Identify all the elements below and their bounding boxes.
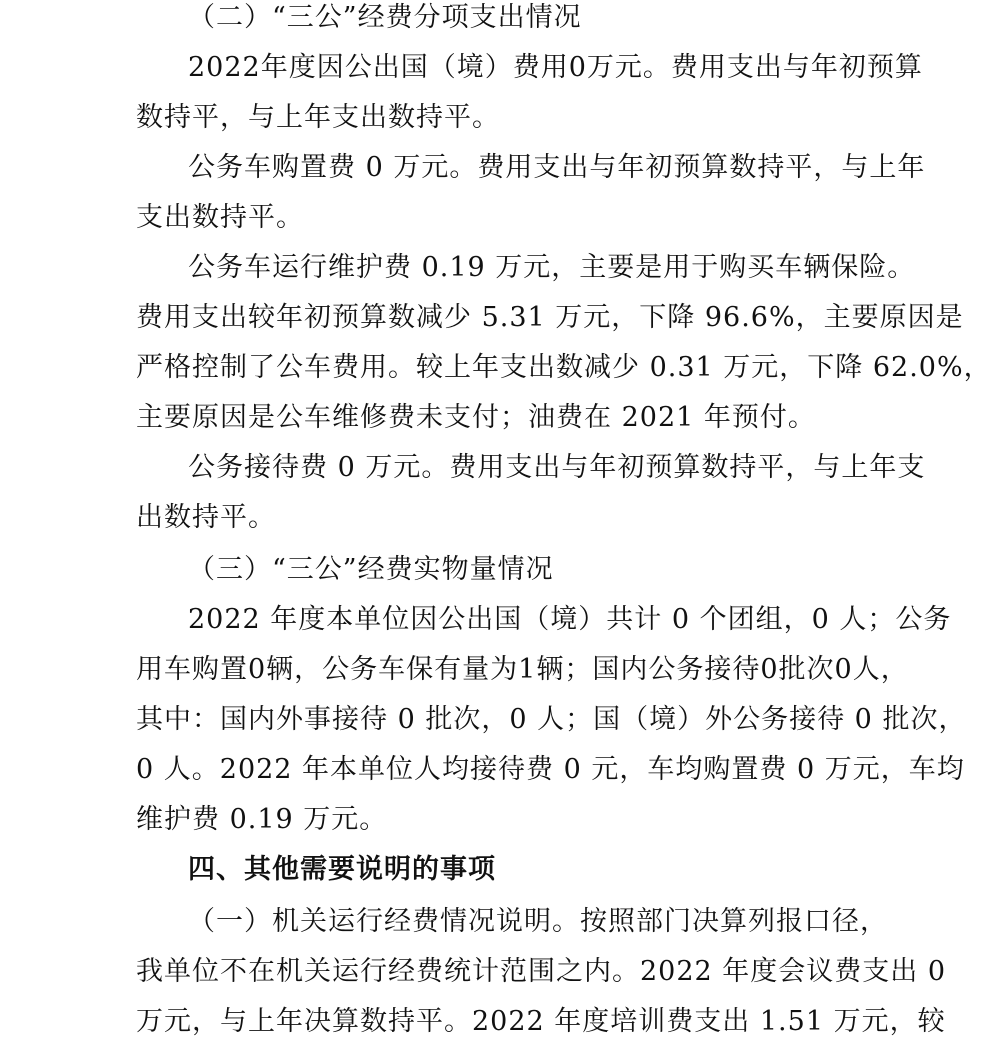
- paragraph-line: 公务车运行维护费 0.19 万元，主要是用于购买车辆保险。: [188, 252, 916, 283]
- paragraph-line: 出数持平。: [136, 502, 276, 533]
- paragraph-line: 其中：国内外事接待 0 批次，0 人；国（境）外公务接待 0 批次，: [136, 704, 967, 735]
- paragraph-line: 数持平，与上年支出数持平。: [136, 102, 500, 133]
- paragraph-line: 2022 年度本单位因公出国（境）共计 0 个团组，0 人；公务: [188, 604, 952, 635]
- subheading-three-public-breakdown: （二）“三公”经费分项支出情况: [188, 2, 582, 33]
- paragraph-line: 公务接待费 0 万元。费用支出与年初预算数持平，与上年支: [188, 452, 926, 483]
- paragraph-line: 0 人。2022 年本单位人均接待费 0 元，车均购置费 0 万元，车均: [136, 754, 965, 785]
- paragraph-line: 主要原因是公车维修费未支付；油费在 2021 年预付。: [136, 402, 816, 433]
- paragraph-line: 支出数持平。: [136, 202, 304, 233]
- paragraph-line: 用车购置0辆，公务车保有量为1辆；国内公务接待0批次0人，: [136, 654, 909, 685]
- paragraph-line: 维护费 0.19 万元。: [136, 804, 388, 835]
- section-heading-other-matters: 四、其他需要说明的事项: [188, 854, 496, 885]
- paragraph-line: （一）机关运行经费情况说明。按照部门决算列报口径，: [188, 906, 888, 937]
- paragraph-line: 万元，与上年决算数持平。2022 年度培训费支出 1.51 万元，较: [136, 1006, 946, 1037]
- paragraph-line: 我单位不在机关运行经费统计范围之内。2022 年度会议费支出 0: [136, 956, 947, 987]
- paragraph-line: 公务车购置费 0 万元。费用支出与年初预算数持平，与上年: [188, 152, 926, 183]
- paragraph-line: 2022年度因公出国（境）费用0万元。费用支出与年初预算: [188, 52, 923, 83]
- paragraph-line: 严格控制了公车费用。较上年支出数减少 0.31 万元，下降 62.0%，: [136, 352, 992, 383]
- subheading-three-public-physical: （三）“三公”经费实物量情况: [188, 554, 554, 585]
- paragraph-line: 费用支出较年初预算数减少 5.31 万元，下降 96.6%，主要原因是: [136, 302, 964, 333]
